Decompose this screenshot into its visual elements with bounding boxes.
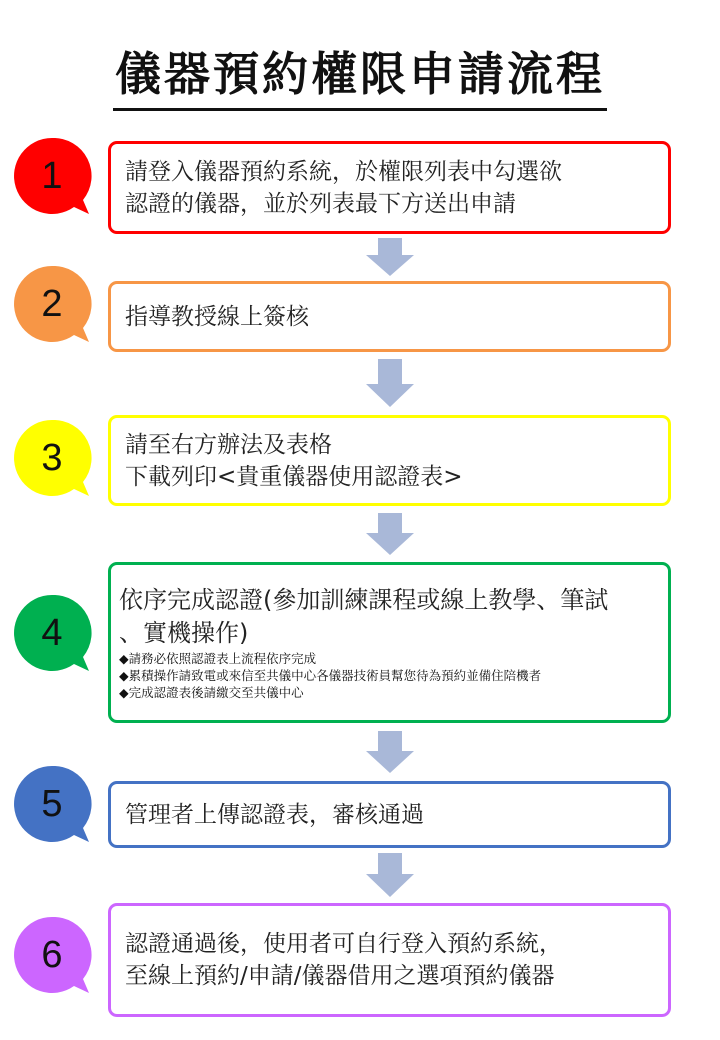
down-arrow-icon — [365, 853, 415, 897]
step-1-text-line-1: 請登入儀器預約系統，於權限列表中勾選欲 — [125, 158, 562, 185]
step-5-text-line-1: 管理者上傳認證表，審核通過 — [125, 801, 424, 828]
step-4-note-2: ◆累積操作請致電或來信至共儀中心各儀器技術員幫您待為預約並備住陪機者 — [119, 668, 542, 683]
step-1-box — [108, 141, 671, 234]
page-title — [0, 38, 720, 111]
step-2-box — [108, 281, 671, 352]
step-4-text-line-2: 、實機操作) — [119, 619, 249, 647]
step-6-text-line-1: 認證通過後，使用者可自行登入預約系統， — [125, 931, 562, 957]
step-3-number: 3 — [41, 436, 63, 479]
step-6-text-line-2: 至線上預約/申請/儀器借用之選項預約儀器 — [125, 963, 555, 989]
page-title-text: 儀器預約權限申請流程 — [113, 38, 607, 111]
step-2-text-line-1: 指導教授線上簽核 — [125, 303, 309, 330]
step-4-note-1: ◆請務必依照認證表上流程依序完成 — [119, 651, 317, 666]
step-4-box — [108, 562, 671, 723]
step-3-box — [108, 415, 671, 506]
step-6-number: 6 — [41, 933, 63, 976]
down-arrow-icon — [365, 238, 415, 276]
step-6-number-bubble — [14, 917, 94, 997]
step-3-text-line-1: 請至右方辦法及表格 — [125, 431, 332, 458]
step-3-text-line-2: 下載列印<貴重儀器使用認證表> — [125, 463, 463, 490]
step-3-number-bubble — [14, 420, 94, 500]
step-5-number: 5 — [41, 782, 63, 825]
step-6-box — [108, 903, 671, 1017]
step-1-number-bubble — [14, 138, 94, 218]
step-1-number: 1 — [41, 154, 63, 197]
step-4-text-line-1: 依序完成認證(參加訓練課程或線上教學、筆試 — [119, 586, 609, 614]
step-4-number: 4 — [41, 611, 63, 654]
step-4-number-bubble — [14, 595, 94, 675]
step-5-box — [108, 781, 671, 848]
down-arrow-icon — [365, 731, 415, 773]
step-4-note-3: ◆完成認證表後請繳交至共儀中心 — [119, 685, 304, 700]
down-arrow-icon — [365, 513, 415, 555]
step-5-number-bubble — [14, 766, 94, 846]
step-2-number: 2 — [41, 282, 63, 325]
down-arrow-icon — [365, 359, 415, 407]
step-1-text-line-2: 認證的儀器，並於列表最下方送出申請 — [125, 190, 516, 217]
step-2-number-bubble — [14, 266, 94, 346]
